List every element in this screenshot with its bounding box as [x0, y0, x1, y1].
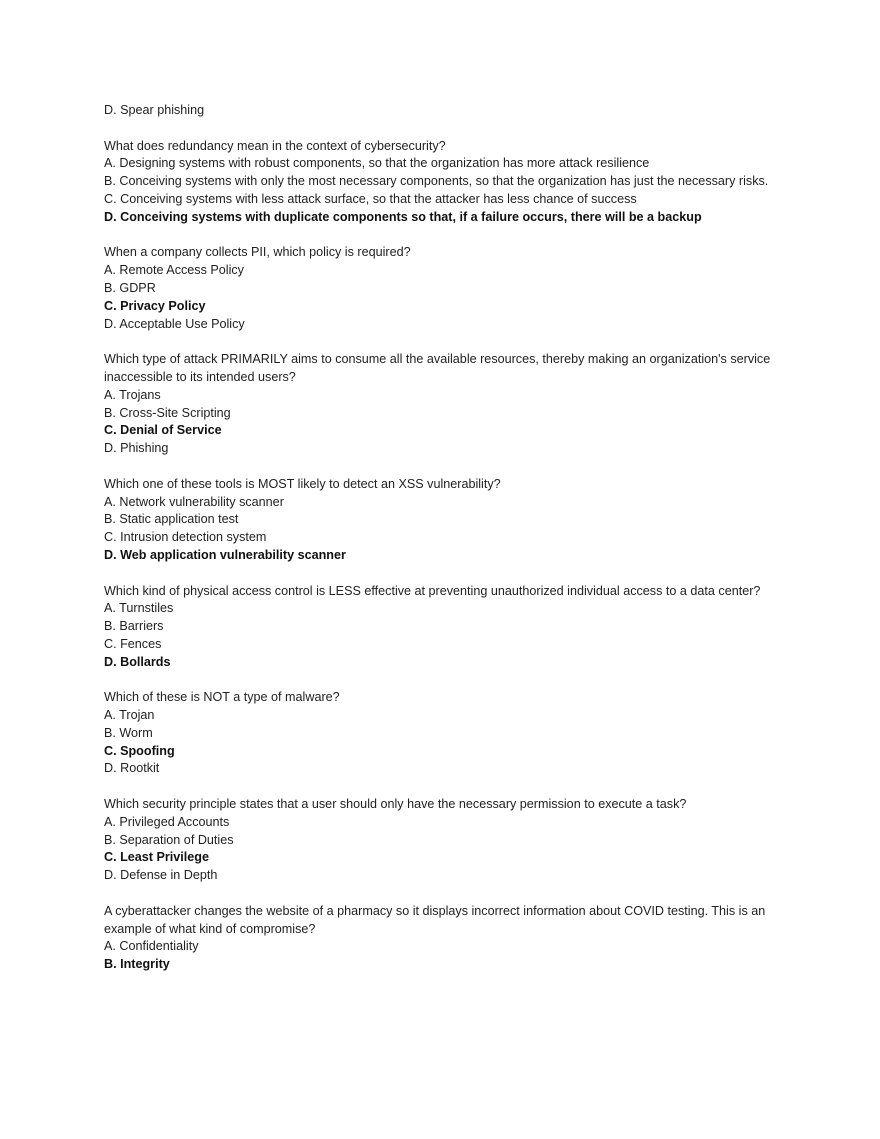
correct-option: C. Spoofing [104, 743, 175, 758]
spacer [104, 120, 772, 138]
question-text: Which kind of physical access control is LESS effective at preventing unauthorized individual access to a data center? [104, 583, 761, 598]
option: A. Turnstiles [104, 601, 174, 616]
spacer [104, 672, 772, 690]
carryover-option: D. Spear phishing [104, 103, 205, 117]
option: A. Network vulnerability scanner [104, 494, 284, 509]
option: C. Fences [104, 636, 162, 651]
option: B. Worm [104, 725, 153, 740]
option: B. Conceiving systems with only the most necessary components, so that the organization has just the necessary risks. [104, 174, 769, 189]
option: A. Designing systems with robust components, so that the organization has more attack resilience [104, 156, 650, 171]
spacer [104, 778, 772, 796]
question-block [104, 903, 772, 974]
correct-option: D. Web application vulnerability scanner [104, 547, 346, 562]
question-text: Which type of attack PRIMARILY aims to consume all the available resources, thereby making an organization's service [104, 352, 771, 367]
question-text: Which one of these tools is MOST likely to detect an XSS vulnerability? [104, 476, 501, 491]
correct-option: C. Least Privilege [104, 850, 209, 865]
option: D. Defense in Depth [104, 868, 218, 883]
question-text: A cyberattacker changes the website of a pharmacy so it displays incorrect information about COVID testing. This is an example of what kind of compromise? [104, 903, 766, 936]
question-block [104, 138, 772, 227]
option: A. Trojans [104, 387, 161, 402]
option: A. Remote Access Policy [104, 263, 244, 278]
correct-option: C. Privacy Policy [104, 298, 206, 313]
question-text: Which security principle states that a user should only have the necessary permission to execute a task? [104, 797, 687, 812]
question-text-continued: inaccessible to its intended users? [104, 369, 296, 384]
option: B. Barriers [104, 619, 164, 634]
question-text: Which of these is NOT a type of malware? [104, 690, 340, 705]
question-text: When a company collects PII, which policy is required? [104, 245, 411, 260]
correct-option: C. Denial of Service [104, 423, 222, 438]
question-block [104, 796, 772, 885]
spacer [104, 565, 772, 583]
option: B. Separation of Duties [104, 832, 234, 847]
question-block [104, 689, 772, 778]
option: A. Privileged Accounts [104, 814, 230, 829]
correct-option: D. Bollards [104, 654, 171, 669]
spacer [104, 885, 772, 903]
option: D. Rootkit [104, 761, 160, 776]
option: A. Trojan [104, 708, 155, 723]
question-block [104, 351, 772, 458]
option: B. Cross-Site Scripting [104, 405, 231, 420]
option: C. Intrusion detection system [104, 530, 267, 545]
spacer [104, 458, 772, 476]
option: A. Confidentiality [104, 939, 199, 954]
question-block [104, 244, 772, 333]
option: C. Conceiving systems with less attack surface, so that the attacker has less chance of success [104, 191, 637, 206]
option: D. Phishing [104, 441, 169, 456]
spacer [104, 227, 772, 245]
quiz-content [104, 102, 772, 974]
option: D. Acceptable Use Policy [104, 316, 245, 331]
question-text: What does redundancy mean in the context of cybersecurity? [104, 138, 446, 153]
correct-option: B. Integrity [104, 957, 170, 972]
option: B. Static application test [104, 512, 239, 527]
spacer [104, 333, 772, 351]
option: B. GDPR [104, 280, 156, 295]
question-block [104, 476, 772, 565]
correct-option: D. Conceiving systems with duplicate components so that, if a failure occurs, there will be a backup [104, 209, 702, 224]
question-block [104, 583, 772, 672]
